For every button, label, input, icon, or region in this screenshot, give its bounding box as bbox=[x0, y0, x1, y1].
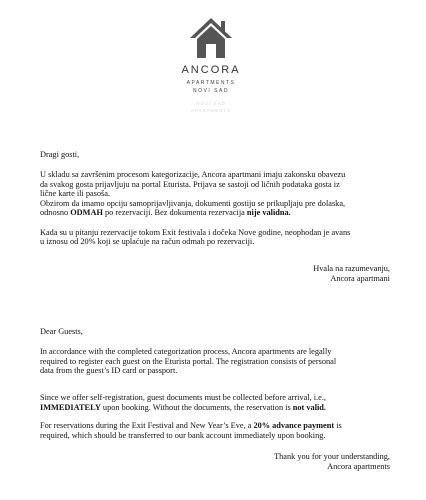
text-line: U skladu sa završenim procesom kategorizacije, Ancora apartmani imaju zakonsku obavezu bbox=[40, 170, 346, 179]
logo-faded-line-1: NOVI SAD bbox=[196, 101, 226, 106]
logo-subtitle-2: NOVI SAD bbox=[193, 88, 229, 94]
paragraph-serbian-1 bbox=[40, 170, 390, 247]
text-line: data from the guest’s ID card or passport. bbox=[40, 366, 178, 376]
text-span: is bbox=[334, 421, 342, 430]
text-line: Kada su u pitanju rezervacije tokom Exit festivala i dočeka Nove godine, neophodan je avans bbox=[40, 227, 351, 237]
spacer bbox=[40, 218, 390, 228]
salutation-english bbox=[40, 327, 390, 337]
emphasis-advance-payment: 20% advance payment bbox=[253, 421, 335, 430]
text-line: da svakog gosta prijavljuju na portal Eturista. Prijava se sastoji od ličnih podataka gosta iz bbox=[40, 179, 340, 189]
text-span: For reservations during the Exit Festival and New Year’s Eve, a bbox=[40, 421, 254, 430]
emphasis-immediately: IMMEDIATELY bbox=[40, 402, 101, 412]
signoff-serbian bbox=[40, 264, 390, 283]
text-span: po rezervaciji. Bez dokumenta rezervacija bbox=[102, 208, 247, 218]
emphasis-nije-validna: nije validna. bbox=[246, 208, 291, 218]
text-line: Obzirom da imamo opciju samoprijavljivanja, dokumenti gostiju se prikupljaju pre dolaska, bbox=[40, 198, 346, 208]
logo-subtitle-1: APARTMENTS bbox=[186, 80, 236, 86]
text-line bbox=[40, 421, 390, 431]
signoff-line: Ancora apartments bbox=[327, 461, 390, 471]
text-line: required, which should be transferred to our bank account immediately upon booking. bbox=[40, 430, 326, 440]
text-line: u iznosu od 20% koji se uplaćuje na račun odmah po rezervaciji. bbox=[40, 237, 255, 247]
text-line: required to register each guest on the Eturista portal. The registration consists of personal bbox=[40, 356, 337, 366]
salutation-serbian bbox=[40, 150, 390, 160]
text-line: lične karte ili pasoša. bbox=[40, 189, 111, 199]
signoff-line: Thank you for your understanding, bbox=[274, 452, 390, 461]
text-line bbox=[40, 208, 390, 218]
signoff-line: Ancora apartmani bbox=[330, 273, 390, 283]
signoff-line: Hvala na razumevanju, bbox=[313, 264, 390, 273]
emphasis-odmah: ODMAH bbox=[70, 208, 103, 218]
salutation-text: Dragi gosti, bbox=[40, 150, 80, 159]
text-line: Since we offer self-registration, guest documents must be collected before arrival, i.e., bbox=[40, 393, 326, 402]
paragraph-english-2 bbox=[40, 393, 390, 412]
logo-faded-line-2: APARTMENTS bbox=[190, 108, 232, 113]
logo-brand: ANCORA bbox=[181, 64, 241, 76]
house-icon bbox=[188, 16, 234, 60]
text-span: odnosno bbox=[40, 208, 71, 218]
text-span: upon booking. Without the documents, the reservation is bbox=[100, 402, 293, 412]
salutation-text: Dear Guests, bbox=[40, 327, 83, 336]
text-line: In accordance with the completed categorization process, Ancora apartments are legally bbox=[40, 347, 332, 356]
paragraph-english-3 bbox=[40, 421, 390, 440]
paragraph-english-1 bbox=[40, 347, 390, 376]
ancora-logo bbox=[166, 2, 256, 116]
text-line bbox=[40, 403, 390, 413]
emphasis-not-valid: not valid. bbox=[292, 402, 326, 412]
signoff-english bbox=[40, 452, 390, 471]
